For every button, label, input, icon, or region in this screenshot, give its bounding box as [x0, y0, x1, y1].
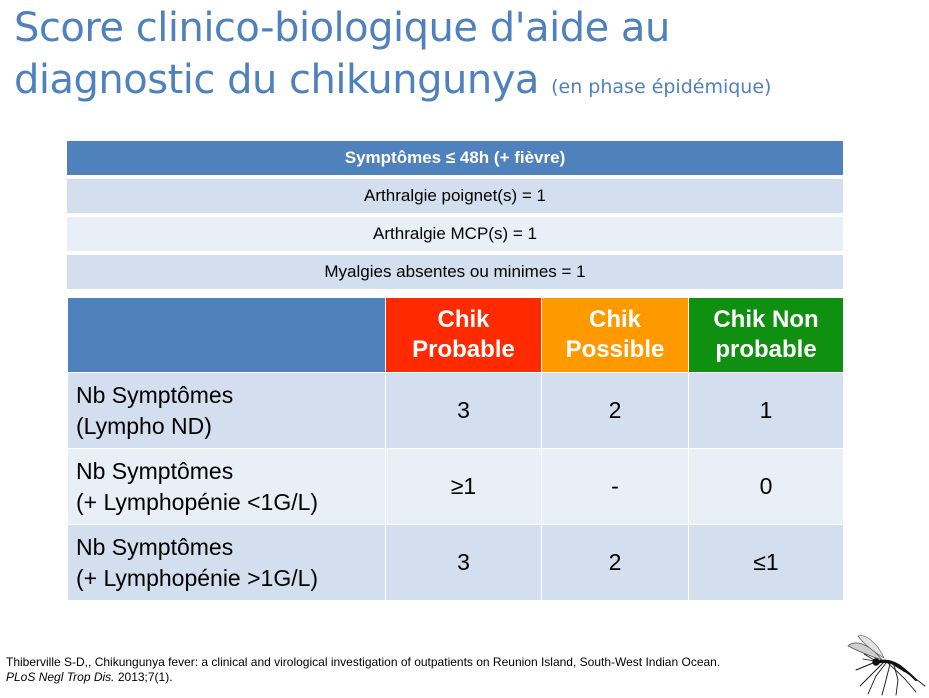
cell-value: ≤1 [689, 525, 844, 601]
mosquito-icon [846, 630, 926, 696]
criteria-row: Arthralgie MCP(s) = 1 [67, 217, 843, 251]
row-label-line: (+ Lymphopénie >1G/L) [76, 564, 319, 591]
row-label-line: Nb Symptômes [76, 381, 234, 408]
score-header-blank [68, 298, 386, 373]
header-line: Chik Non [713, 306, 819, 333]
cell-value: 0 [689, 449, 844, 525]
cell-value: 3 [386, 373, 542, 449]
score-header-row [68, 298, 844, 373]
criteria-row: Myalgies absentes ou minimes = 1 [67, 255, 843, 289]
header-line: Possible [565, 336, 665, 363]
table-row [68, 525, 844, 601]
cell-value: ≥1 [386, 449, 542, 525]
cell-value: 3 [386, 525, 542, 601]
citation-text: Thiberville S-D,, Chikungunya fever: a clinical and virological investigation of outpatients on Reunion Island, South-West Indian Ocean. [6, 655, 721, 669]
header-chik-non-probable [689, 298, 844, 373]
title-line-2-text: diagnostic du chikungunya [14, 57, 539, 103]
row-label-line: (Lympho ND) [76, 412, 212, 439]
criteria-row: Arthralgie poignet(s) = 1 [67, 179, 843, 213]
row-label-line: (+ Lymphopénie <1G/L) [76, 488, 319, 515]
row-label-line: Nb Symptômes [76, 533, 234, 560]
row-label [68, 525, 386, 601]
criteria-table [67, 141, 843, 293]
cell-value: 1 [689, 373, 844, 449]
header-chik-possible [542, 298, 689, 373]
citation-ref: 2013;7(1). [117, 670, 173, 684]
header-line: Chik [437, 306, 490, 333]
table-row [68, 373, 844, 449]
row-label [68, 449, 386, 525]
criteria-header: Symptômes ≤ 48h (+ fièvre) [67, 141, 843, 175]
row-label [68, 373, 386, 449]
header-chik-probable [386, 298, 542, 373]
slide-title [14, 2, 924, 113]
citation-journal: PLoS Negl Trop Dis. [6, 670, 115, 684]
header-line: probable [715, 336, 817, 363]
title-line-2 [14, 54, 924, 113]
header-line: Chik [588, 306, 641, 333]
title-line-1: Score clinico-biologique d'aide au [14, 5, 670, 51]
row-label-line: Nb Symptômes [76, 457, 234, 484]
citation-source [6, 670, 846, 685]
citation [6, 655, 846, 685]
score-table [67, 297, 844, 601]
header-line: Probable [412, 336, 515, 363]
cell-value: - [542, 449, 689, 525]
cell-value: 2 [542, 373, 689, 449]
cell-value: 2 [542, 525, 689, 601]
title-subtitle: (en phase épidémique) [551, 76, 772, 98]
table-row [68, 449, 844, 525]
